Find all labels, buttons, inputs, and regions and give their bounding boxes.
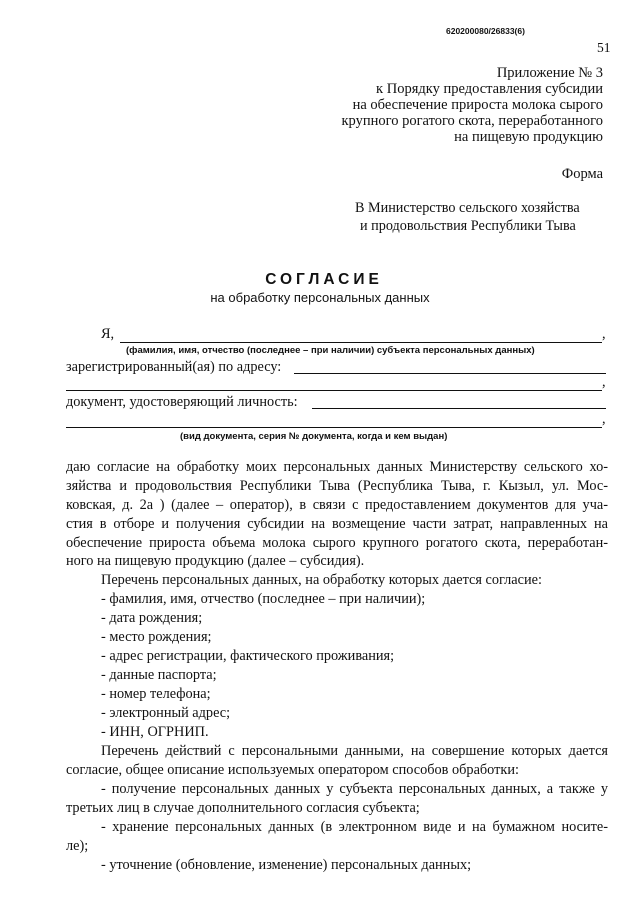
consent-line-6: ного на пищевую продукцию (далее – субсидия). xyxy=(66,553,365,569)
appendix-line-1: к Порядку предоставления субсидии xyxy=(376,81,603,97)
action-2-line-2: ле); xyxy=(66,838,89,854)
i-label: Я, xyxy=(101,326,115,342)
consent-line-2: зяйства и продовольствия Республики Тыва (Республика Тыва, г. Кызыл, ул. Мос- xyxy=(66,478,608,494)
consent-subtitle: на обработку персональных данных xyxy=(210,290,430,305)
addressee-line-2: и продовольствия Республики Тыва xyxy=(360,218,576,234)
action-1-line-1: - получение персональных данных у субъекта персональных данных, а также у xyxy=(101,781,608,797)
consent-line-3: ковская, д. 2а ) (далее – оператор), в связи с предоставлением документов для уча- xyxy=(66,497,608,513)
document-label: документ, удостоверяющий личность: xyxy=(66,394,298,410)
list-item: - место рождения; xyxy=(101,629,212,645)
consent-line-4: стия в отборе и получения субсидии на возмещение части затрат, направленных на xyxy=(66,516,608,532)
address-comma: , xyxy=(602,374,606,390)
appendix-line-4: на пищевую продукцию xyxy=(454,129,603,145)
list-item: - дата рождения; xyxy=(101,610,203,626)
appendix-title: Приложение № 3 xyxy=(496,65,603,81)
list-intro: Перечень персональных данных, на обработку которых дается согласие: xyxy=(101,572,542,588)
list-item: - номер телефона; xyxy=(101,686,211,702)
list-item: - данные паспорта; xyxy=(101,667,217,683)
document-input-line-2[interactable] xyxy=(66,427,602,428)
list-item: - электронный адрес; xyxy=(101,705,231,721)
name-hint: (фамилия, имя, отчество (последнее – при наличии) субъекта персональных данных) xyxy=(126,345,535,356)
addressee-line-1: В Министерство сельского хозяйства xyxy=(355,200,580,216)
document-comma: , xyxy=(602,411,606,427)
consent-line-5: обеспечение прироста объема молока сырого крупного рогатого скота, переработан- xyxy=(66,535,608,551)
list-item: - ИНН, ОГРНИП. xyxy=(101,724,209,740)
action-2-line-1: - хранение персональных данных (в электронном виде и на бумажном носите- xyxy=(101,819,608,835)
list-item: - адрес регистрации, фактического проживания; xyxy=(101,648,395,664)
actions-intro-line-2: согласие, общее описание используемых оператором способов обработки: xyxy=(66,762,519,778)
registered-label: зарегистрированный(ая) по адресу: xyxy=(66,359,282,375)
action-3: - уточнение (обновление, изменение) персональных данных; xyxy=(101,857,472,873)
list-item: - фамилия, имя, отчество (последнее – при наличии); xyxy=(101,591,426,607)
page-number: 51 xyxy=(597,40,611,55)
address-input-line-1[interactable] xyxy=(294,373,606,374)
consent-line-1: даю согласие на обработку моих персональных данных Министерству сельского хо- xyxy=(66,459,608,475)
appendix-line-3: крупного рогатого скота, переработанного xyxy=(341,113,603,129)
document-number: 620200080/26833(6) xyxy=(446,26,525,36)
appendix-line-2: на обеспечение прироста молока сырого xyxy=(352,97,603,113)
name-comma: , xyxy=(602,326,606,342)
actions-intro-line-1: Перечень действий с персональными данными, на совершение которых дается xyxy=(101,743,608,759)
form-label: Форма xyxy=(561,166,603,182)
name-input-line[interactable] xyxy=(120,342,602,343)
document-hint: (вид документа, серия № документа, когда и кем выдан) xyxy=(180,431,448,442)
consent-title: СОГЛАСИЕ xyxy=(265,271,383,288)
document-input-line-1[interactable] xyxy=(312,408,606,409)
action-1-line-2: третьих лиц в случае дополнительного согласия субъекта; xyxy=(66,800,420,816)
address-input-line-2[interactable] xyxy=(66,390,602,391)
